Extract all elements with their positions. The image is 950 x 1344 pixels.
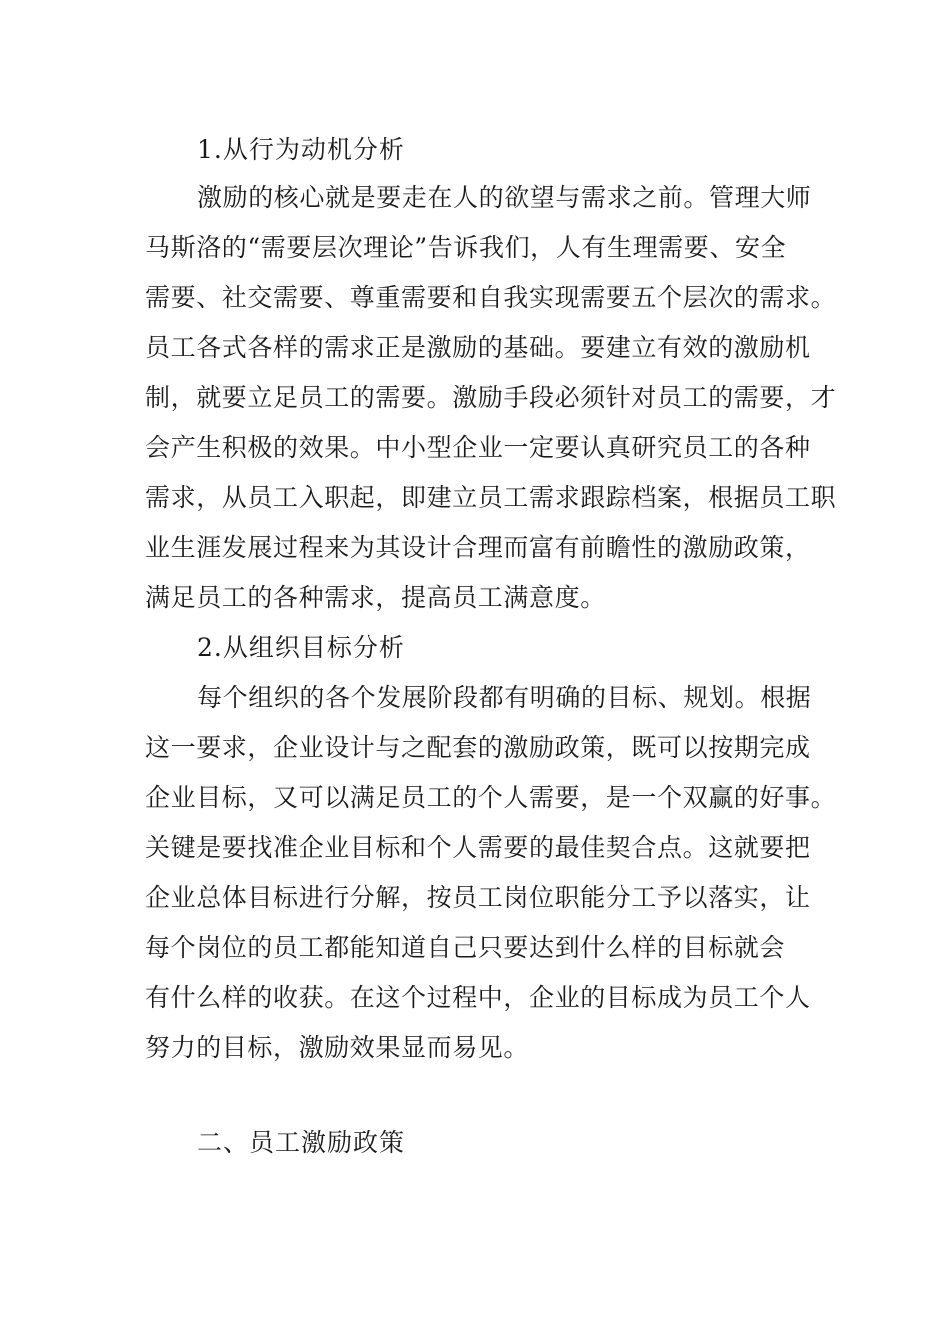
paragraph-line: 努力的目标，激励效果显而易见。	[145, 1033, 530, 1062]
section-heading-1: 1.从行为动机分析	[197, 135, 405, 164]
paragraph-line: 需求，从员工入职起，即建立员工需求跟踪档案，根据员工职	[145, 483, 837, 512]
paragraph-line: 关键是要找准企业目标和个人需要的最佳契合点。这就要把	[145, 833, 811, 862]
paragraph-line: 需要、社交需要、尊重需要和自我实现需要五个层次的需求。	[145, 283, 837, 312]
paragraph-line: 激励的核心就是要走在人的欲望与需求之前。管理大师	[197, 183, 812, 212]
paragraph-line: 企业总体目标进行分解，按员工岗位职能分工予以落实，让	[145, 883, 811, 912]
paragraph-line: 业生涯发展过程来为其设计合理而富有前瞻性的激励政策，	[145, 533, 811, 562]
paragraph-line: 每个岗位的员工都能知道自己只要达到什么样的目标就会	[145, 933, 786, 962]
paragraph-line: 制，就要立足员工的需要。激励手段必须针对员工的需要，才	[145, 383, 837, 412]
paragraph-line: 满足员工的各种需求，提高员工满意度。	[145, 583, 606, 612]
paragraph-line: 有什么样的收获。在这个过程中，企业的目标成为员工个人	[145, 983, 811, 1012]
chapter-heading: 二、员工激励政策	[197, 1128, 406, 1157]
paragraph-line: 员工各式各样的需求正是激励的基础。要建立有效的激励机	[145, 333, 811, 362]
section-heading-2: 2.从组织目标分析	[197, 633, 405, 662]
paragraph-line: 马斯洛的“需要层次理论”告诉我们，人有生理需要、安全	[145, 233, 787, 262]
paragraph-line: 会产生积极的效果。中小型企业一定要认真研究员工的各种	[145, 433, 811, 462]
paragraph-line: 每个组织的各个发展阶段都有明确的目标、规划。根据	[197, 683, 812, 712]
paragraph-line: 这一要求，企业设计与之配套的激励政策，既可以按期完成	[145, 733, 811, 762]
paragraph-line: 企业目标，又可以满足员工的个人需要，是一个双赢的好事。	[145, 783, 837, 812]
